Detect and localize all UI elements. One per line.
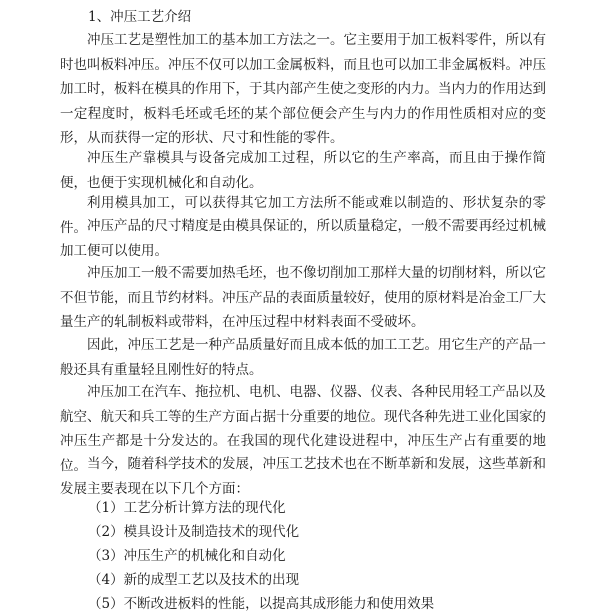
paragraph-applications: 冲压加工在汽车、拖拉机、电机、电器、仪器、仪表、各种民用轻工产品以及航空、航天和兵工等的生产方面占据十分重要的地位。现代各种先进工业化国家的冲压生产都是十分发达的。在我国的现代化建设进程中，冲压生产占有重要的地位。 xyxy=(60,384,546,474)
paragraph-precision: 冲压产品的尺寸精度是由模具保证的，所以质量稳定，一般不需要再经过机械加工便可以使用。 xyxy=(60,218,546,259)
section-heading: 1、冲压工艺介绍 xyxy=(88,9,192,25)
list-item-5: （5）不断改进板料的性能，以提高其成形能力和使用效果 xyxy=(88,596,435,612)
paragraph-conclusion: 因此，冲压工艺是一种产品质量好而且成本低的加工工艺。用它生产的产品一般还具有重量轻且刚性好的特点。 xyxy=(60,337,546,378)
list-item-2: （2）模具设计及制造技术的现代化 xyxy=(88,524,300,540)
paragraph-complex-parts: 利用模具加工，可以获得其它加工方法所不能或难以制造的、形状复杂的零件。 xyxy=(60,195,546,236)
list-item-1: （1）工艺分析计算方法的现代化 xyxy=(88,500,286,516)
paragraph-developments: 当今，随着科学技术的发展，冲压工艺技术也在不断革新和发展，这些革新和发展主要表现在以下几个方面： xyxy=(60,456,546,497)
paragraph-productivity: 冲压生产靠模具与设备完成加工过程，所以它的生产率高，而且由于操作简便，也便于实现机械化和自动化。 xyxy=(60,150,546,191)
list-item-4: （4）新的成型工艺以及技术的出现 xyxy=(88,572,300,588)
list-item-3: （3）冲压生产的机械化和自动化 xyxy=(88,548,286,564)
paragraph-energy-saving: 冲压加工一般不需要加热毛坯，也不像切削加工那样大量的切削材料，所以它不但节能，而且节约材料。冲压产品的表面质量较好，使用的原材料是冶金工厂大量生产的轧制板料或带料，在冲压过程中材料表面不受破坏。 xyxy=(60,265,546,330)
paragraph-intro: 冲压工艺是塑性加工的基本加工方法之一。它主要用于加工板料零件，所以有时也叫板料冲压。冲压不仅可以加工金属板料，而且也可以加工非金属板料。冲压加工时，板料在模具的作用下，于其内部产生使之变形的内力。当内力的作用达到一定程度时，板料毛坯或毛坯的某个部位便会产生与内力的作用性质相对应的变形，从而获得一定的形状、尺寸和性能的零件。 xyxy=(60,32,546,146)
